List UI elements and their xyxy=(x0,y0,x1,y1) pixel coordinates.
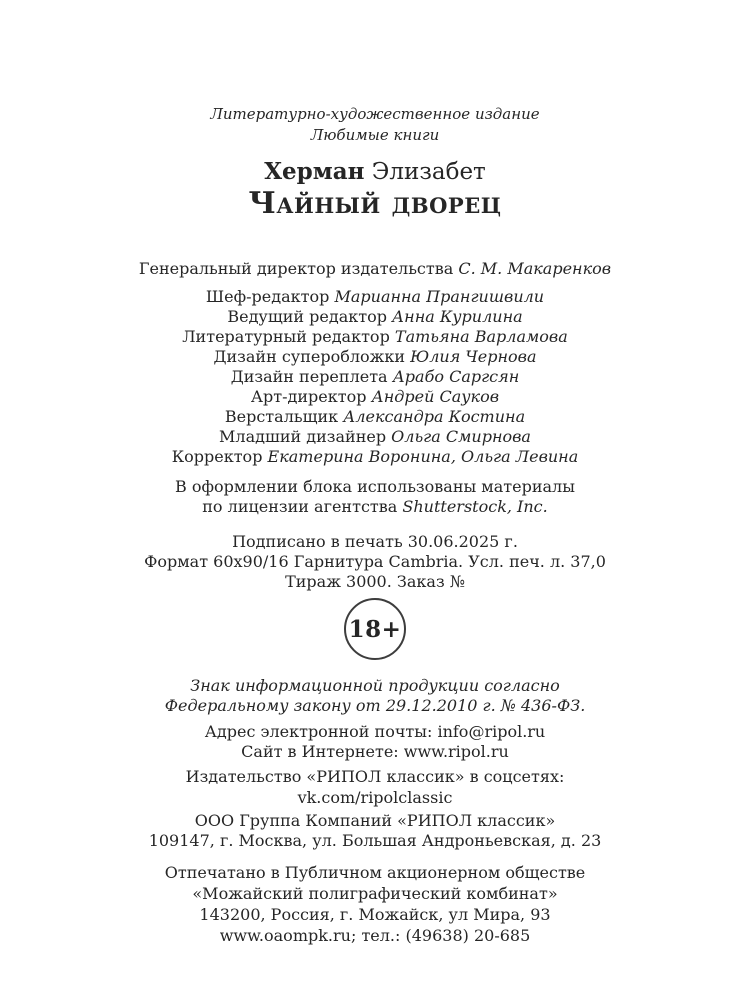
staff-role: Ведущий редактор xyxy=(227,307,387,326)
printer-contacts: www.oaompk.ru; тел.: (49638) 20-685 xyxy=(219,926,531,945)
staff-name: Арабо Саргсян xyxy=(392,367,520,386)
license-line2 xyxy=(0,497,750,517)
social-block xyxy=(0,766,750,808)
staff-row xyxy=(0,327,750,347)
printer-address: 143200, Россия, г. Можайск, ул Мира, 93 xyxy=(199,905,551,924)
social-header: Издательство «РИПОЛ классик» в соцсетях: xyxy=(185,767,565,786)
staff-row xyxy=(0,447,750,467)
author-last-name: Херман xyxy=(264,158,365,185)
publisher-block xyxy=(0,811,750,851)
staff-name: Александра Костина xyxy=(343,407,526,426)
staff-name: Ольга Смирнова xyxy=(391,427,531,446)
law-line2: Федеральному закону от 29.12.2010 г. № 436-ФЗ. xyxy=(164,696,586,715)
staff-role: Арт-директор xyxy=(250,387,367,406)
staff-role: Дизайн суперобложки xyxy=(213,347,406,366)
print-date-line: Подписано в печать 30.06.2025 г. xyxy=(232,532,518,551)
contacts-block xyxy=(0,722,750,762)
edition-block xyxy=(0,104,750,146)
series-name: Любимые книги xyxy=(310,126,440,144)
license-prefix: по лицензии агентства xyxy=(202,497,398,516)
age-badge-wrap xyxy=(0,598,750,660)
staff-name: Анна Курилина xyxy=(392,307,523,326)
author-first-name: Элизабет xyxy=(371,159,486,185)
director-line xyxy=(0,259,750,279)
printer-name: «Можайский полиграфический комбинат» xyxy=(192,884,558,903)
staff-role: Корректор xyxy=(171,447,263,466)
staff-row xyxy=(0,347,750,367)
printer-line1: Отпечатано в Публичном акционерном обществе xyxy=(164,863,586,882)
license-note xyxy=(0,477,750,517)
staff-list xyxy=(0,287,750,467)
print-info xyxy=(0,532,750,592)
staff-row xyxy=(0,387,750,407)
printer-block xyxy=(0,862,750,946)
print-run-line: Тираж 3000. Заказ № xyxy=(285,572,465,591)
staff-row xyxy=(0,427,750,447)
staff-row xyxy=(0,287,750,307)
info-product-law xyxy=(0,676,750,716)
author-name xyxy=(0,159,750,185)
director-role: Генеральный директор издательства xyxy=(138,259,454,278)
staff-role: Литературный редактор xyxy=(182,327,390,346)
publisher-address: 109147, г. Москва, ул. Большая Андроньевская, д. 23 xyxy=(148,831,602,850)
law-line1: Знак информационной продукции согласно xyxy=(190,676,560,695)
website-line: Сайт в Интернете: www.ripol.ru xyxy=(241,742,509,761)
staff-row xyxy=(0,307,750,327)
staff-row xyxy=(0,407,750,427)
staff-name: Татьяна Варламова xyxy=(394,327,568,346)
staff-name: Марианна Прангишвили xyxy=(334,287,545,306)
edition-type: Литературно-художественное издание xyxy=(210,105,540,123)
director-name: С. М. Макаренков xyxy=(458,259,612,278)
license-agency: Shutterstock, Inc. xyxy=(402,497,548,516)
staff-name: Андрей Сауков xyxy=(371,387,500,406)
age-badge: 18+ xyxy=(344,598,406,660)
staff-role: Верстальщик xyxy=(224,407,339,426)
staff-name: Екатерина Воронина, Ольга Левина xyxy=(267,447,579,466)
staff-row xyxy=(0,367,750,387)
staff-name: Юлия Чернова xyxy=(410,347,537,366)
publisher-name: ООО Группа Компаний «РИПОЛ классик» xyxy=(194,811,556,830)
email-line: Адрес электронной почты: info@ripol.ru xyxy=(204,722,546,741)
social-url: vk.com/ripolclassic xyxy=(297,788,453,807)
staff-role: Младший дизайнер xyxy=(219,427,387,446)
license-line1: В оформлении блока использованы материалы xyxy=(175,477,575,496)
staff-role: Шеф-редактор xyxy=(205,287,330,306)
staff-role: Дизайн переплета xyxy=(230,367,388,386)
print-format-line: Формат 60х90/16 Гарнитура Cambria. Усл. печ. л. 37,0 xyxy=(144,552,606,571)
book-title: Чайный дворец xyxy=(248,186,502,221)
